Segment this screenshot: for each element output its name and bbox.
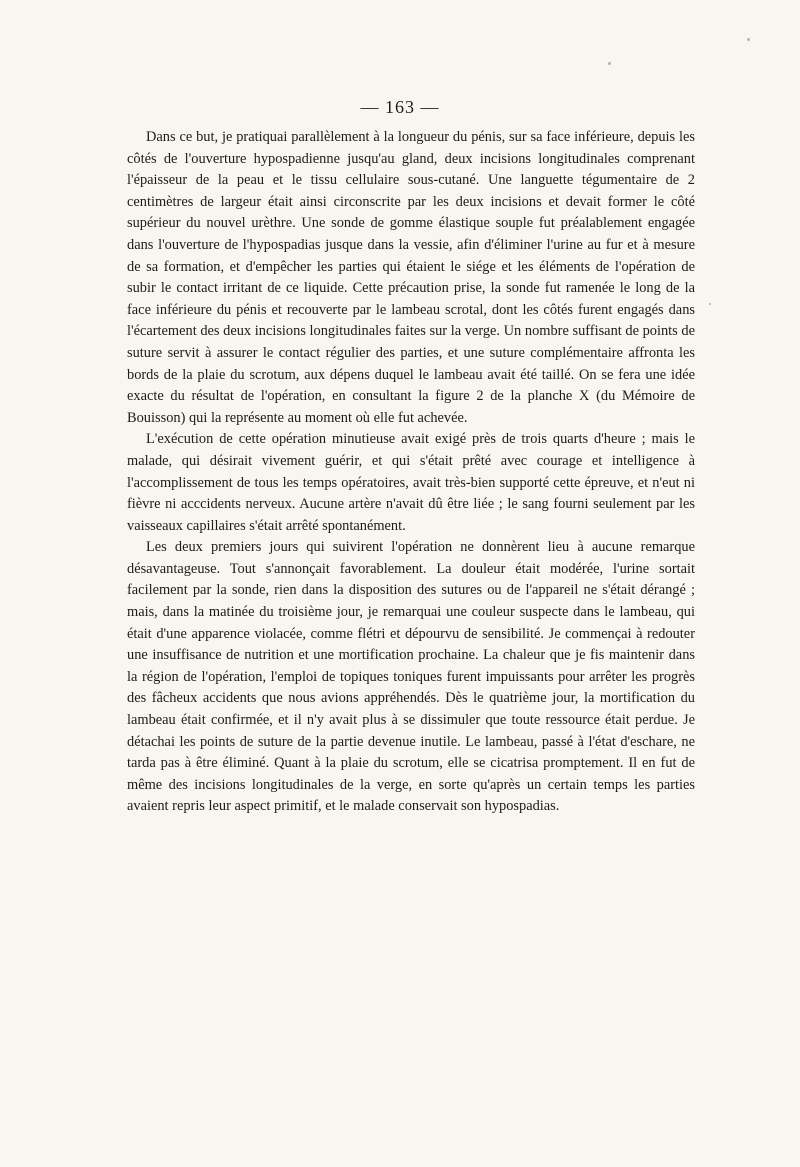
paragraph: Les deux premiers jours qui suivirent l'opération ne donnèrent lieu à aucune remarque désavantageuse. Tout s'annonçait favorablement. La douleur était modérée, l'urine sortait facilement par la sonde, rien dans la disposition des sutures ou de l'appareil ne s'était dérangé ; mais, dans la matinée du troisième jour, je remarquai une couleur suspecte dans le lambeau, qui était d'une apparence violacée, comme flétri et dépourvu de sensibilité. Je commençai à redouter une insuffisance de nutrition et une mortification prochaine. La chaleur que je fis maintenir dans la région de l'opération, l'emploi de topiques toniques furent impuissants pour arrêter les progrès des fâcheux accidents que nous avions appréhendés. Dès le quatrième jour, la mortification du lambeau était confirmée, et il n'y avait plus à se dissimuler que toute ressource était perdue. Je détachai les points de suture de la partie devenue inutile. Le lambeau, passé à l'état d'eschare, ne tarda pas à être éliminé. Quant à la plaie du scrotum, elle se cicatrisa promptement. Il en fut de même des incisions longitudinales de la verge, en sorte qu'après un certain temps les parties avaient repris leur aspect primitif, et le malade conservait son hypospadias.	[127, 539, 695, 815]
paper-speck	[747, 38, 750, 41]
body-text	[127, 127, 695, 818]
page-number: — 163 —	[360, 97, 440, 117]
paper-speck	[709, 303, 711, 305]
paper-speck	[608, 62, 611, 65]
paragraph: L'exécution de cette opération minutieuse avait exigé près de trois quarts d'heure ; mais le malade, qui désirait vivement guérir, et qui s'était prêté avec courage et intelligence à l'accomplissement de tous les temps opératoires, avait très-bien supporté cette épreuve, et n'eut ni fièvre ni acccidents nerveux. Aucune artère n'avait dû être liée ; le sang fourni seulement par les vaisseaux capillaires s'était arrêté spontanément.	[127, 431, 695, 534]
paragraph: Dans ce but, je pratiquai parallèlement à la longueur du pénis, sur sa face inférieure, depuis les côtés de l'ouverture hypospadienne jusqu'au gland, deux incisions longitudinales comprenant l'épaisseur de la peau et le tissu cellulaire sous-cutané. Une languette tégumentaire de 2 centimètres de largeur était ainsi circonscrite par les deux incisions et devait former le côté supérieur du nouvel urèthre. Une sonde de gomme élastique souple fut préalablement engagée dans l'ouverture de l'hypospadias jusque dans la vessie, afin d'éliminer l'urine au fur et à mesure de sa formation, et d'empêcher les parties qui étaient le siége et les éléments de l'opération de subir le contact irritant de ce liquide. Cette précaution prise, la sonde fut ramenée le long de la face inférieure du pénis et recouverte par le lambeau scrotal, dont les côtés furent engagés dans l'écartement des deux incisions longitudinales faites sur la verge. Un nombre suffisant de points de suture servit à assurer le contact régulier des parties, et une suture complémentaire affronta les bords de la plaie du scrotum, aux dépens duquel le lambeau avait été taillé. On se fera une idée exacte du résultat de l'opération, en consultant la figure 2 de la planche X (du Mémoire de Bouisson) qui la représente au moment où elle fut achevée.	[127, 129, 695, 426]
